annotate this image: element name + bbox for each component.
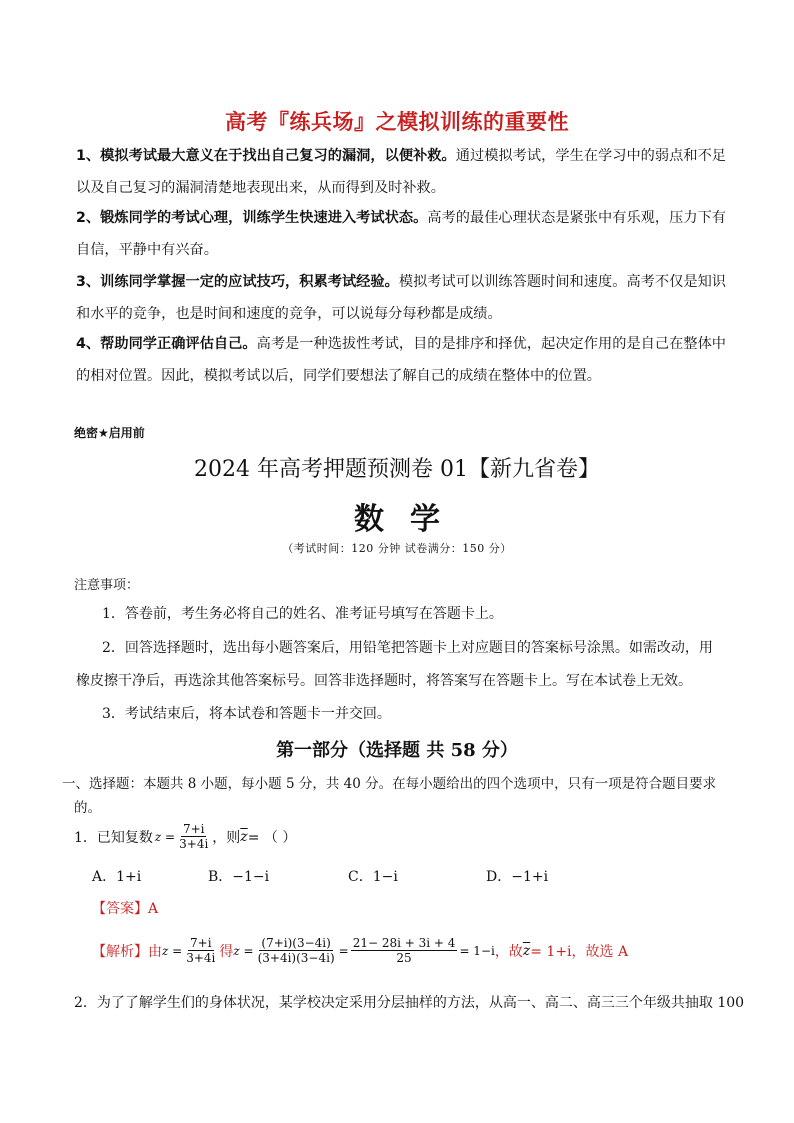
notice-3: 3．考试结束后，将本试卷和答题卡一并交回。 [102, 706, 391, 722]
exam-subject: 数学 [354, 502, 466, 537]
q1-analysis: 【解析】 由 z = $\frac{7+i}{3+4i}$ 得 z = $\frac{(7+i)(3-4i)}{(3+4i)(3-4i)}$ = $\frac{21- 28i + 3i + 4}{25}$ = 1−i ，故 $\overline{z}$ = 1+i，故选 A [92, 936, 629, 965]
q1-analysis-frac1 [184, 936, 217, 965]
q1-analysis-label: 【解析】 [92, 943, 148, 960]
q1-analysis-frac2-num: (7+i)(3−4i) [261, 936, 331, 950]
q1-prefix: 1．已知复数 [74, 829, 153, 846]
intro-item-3 [76, 266, 726, 330]
notice-1: 1．答卷前，考生务必将自己的姓名、准考证号填写在答题卡上。 [102, 606, 503, 622]
question-1 [74, 822, 296, 851]
intro-item-1-text: 通过模拟考试，学生在学习中的弱点和不足以及自己复习的漏洞清楚地表现出来，从而得到及时补救。 [76, 148, 726, 196]
notice-heading: 注意事项： [74, 578, 140, 593]
q1-option-c[interactable]: C．1−i [348, 869, 398, 885]
part-title: 第一部分（选择题 共 58 分） [276, 740, 518, 761]
q1-z: z = [154, 829, 176, 844]
intro-item-4 [76, 328, 726, 392]
intro-title: 高考『练兵场』之模拟训练的重要性 [225, 110, 569, 134]
q1-answer: 【答案】A [92, 901, 159, 917]
q1-analysis-frac3-den: 25 [396, 951, 412, 965]
q1-analysis-frac1-den: 3+4i [186, 951, 216, 965]
q1-conclusion-zbar: $\overline{z}$ [522, 942, 531, 959]
exam-title: 2024 年高考押题预测卷 01【新九省卷】 [194, 457, 600, 482]
q1-then: ，则 [212, 829, 241, 846]
q1-frac-den: 3+4i [179, 837, 209, 851]
intro-item-4-bold: 4、帮助同学正确评估自己。 [76, 336, 257, 352]
q1-analysis-frac2 [256, 936, 337, 965]
intro-item-3-bold: 3、训练同学掌握一定的应试技巧，积累考试经验。 [76, 274, 399, 290]
q1-analysis-z2: z = [233, 943, 254, 958]
intro-item-4-text: 高考是一种选拔性考试，目的是排序和择优，起决定作用的是自己在整体中的相对位置。因此，模拟考试以后，同学们要想法了解自己的成绩在整体中的位置。 [76, 336, 726, 384]
notice-2: 2．回答选择题时，选出每小题答案后，用铅笔把答题卡上对应题目的答案标号涂黑。如需改动，用橡皮擦干净后，再选涂其他答案标号。回答非选择题时，将答案写在答题卡上。写在本试卷上无效。 [76, 640, 713, 689]
q1-option-a[interactable]: A．1+i [92, 869, 142, 885]
intro-item-1-bold: 1、模拟考试最大意义在于找出自己复习的漏洞，以便补救。 [76, 148, 456, 164]
q1-fraction [177, 822, 210, 851]
q1-analysis-frac3-num: 21− 28i + 3i + 4 [352, 936, 456, 950]
exam-time-info: （考试时间：120 分钟 试卷满分：150 分） [282, 542, 512, 555]
q1-paren: = （ ） [247, 829, 297, 846]
intro-item-2-bold: 2、锻炼同学的考试心理，训练学生快速进入考试状态。 [76, 210, 428, 226]
q1-analysis-get: 得 [219, 943, 234, 960]
intro-item-2 [76, 202, 726, 266]
q1-zbar: $\overline{z}$ [240, 828, 248, 845]
q1-analysis-frac3 [351, 936, 458, 965]
intro-item-2-text: 高考的最佳心理状态是紧张中有乐观，压力下有自信，平静中有兴奋。 [76, 210, 726, 258]
q1-conclusion-a: ，故 [494, 943, 523, 960]
section-intro: 一、选择题：本题共 8 小题，每小题 5 分，共 40 分。在每小题给出的四个选项中，只有一项是符合题目要求的。 [62, 776, 717, 816]
q1-option-b[interactable]: B．−1−i [208, 869, 270, 885]
q1-analysis-frac1-num: 7+i [190, 936, 212, 950]
q1-analysis-z: z = [162, 943, 183, 958]
q1-analysis-frac2-den: (3+4i)(3−4i) [257, 951, 335, 965]
confidential-mark: 绝密★启用前 [74, 426, 145, 440]
question-2: 2．为了了解学生们的身体状况，某学校决定采用分层抽样的方法，从高一、高二、高三三个年级共抽取 100 [74, 995, 745, 1011]
intro-item-3-text: 模拟考试可以训练答题时间和速度。高考不仅是知识和水平的竞争，也是时间和速度的竞争，可以说每分每秒都是成绩。 [76, 274, 726, 322]
intro-item-1 [76, 140, 726, 204]
q1-option-d[interactable]: D．−1+i [486, 869, 549, 885]
q1-conclusion-b: = 1+i，故选 A [530, 943, 629, 960]
q1-analysis-from: 由 [148, 943, 162, 960]
q1-analysis-result: = 1−i [459, 943, 495, 958]
q1-frac-num: 7+i [182, 822, 205, 836]
